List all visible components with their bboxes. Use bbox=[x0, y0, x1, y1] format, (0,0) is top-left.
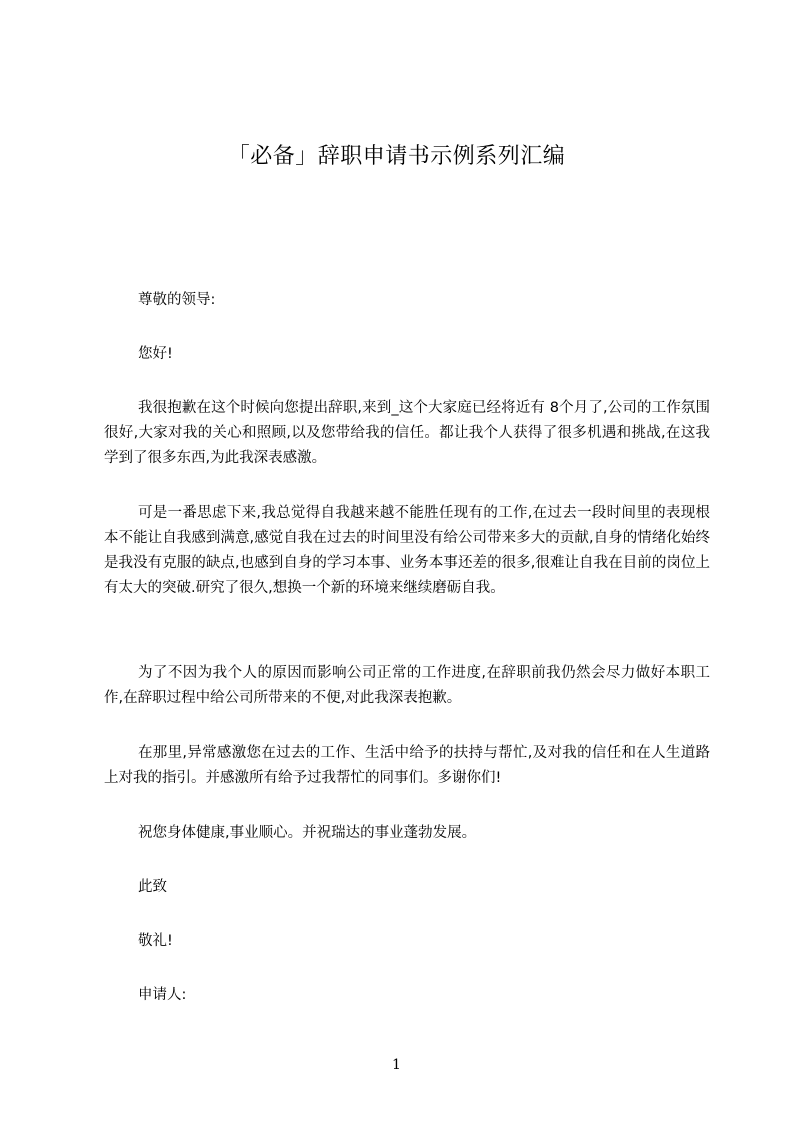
body-paragraph-3: 为了不因为我个人的原因而影响公司正常的工作进度,在辞职前我仍然会尽力做好本职工作,在辞职过程中给公司所带来的不便,对此我深表抱歉。 bbox=[104, 665, 710, 706]
salutation: 尊敬的领导: bbox=[138, 292, 216, 308]
body-paragraph-1: 我很抱歉在这个时候向您提出辞职,来到_这个大家庭已经将近有 8个月了,公司的工作氛围很好,大家对我的关心和照顾,以及您带给我的信任。都让我个人获得了很多机遇和挑战,在这我学到了很多东西,为此我深表感激。 bbox=[104, 400, 710, 466]
closing-line-1: 此致 bbox=[138, 879, 167, 895]
applicant-label: 申请人: bbox=[138, 987, 187, 1003]
document-title: 「必备」辞职申请书示例系列汇编 bbox=[227, 144, 566, 169]
page-number: 1 bbox=[392, 1057, 401, 1073]
body-paragraph-4: 在那里,异常感激您在过去的工作、生活中给予的扶持与帮忙,及对我的信任和在人生道路上对我的指引。并感激所有给予过我帮忙的同事们。多谢你们! bbox=[104, 745, 710, 786]
wish-line: 祝您身体健康,事业顺心。并祝瑞达的事业蓬勃发展。 bbox=[138, 825, 477, 841]
greeting: 您好! bbox=[138, 346, 173, 362]
closing-line-2: 敬礼! bbox=[138, 933, 173, 949]
body-paragraph-2: 可是一番思虑下来,我总觉得自我越来越不能胜任现有的工作,在过去一段时间里的表现根本不能让自我感到满意,感觉自我在过去的时间里没有给公司带来多大的贡献,自身的情绪化始终是我没有克服的缺点,也感到自身的学习本事、业务本事还差的很多,很难让自我在目前的岗位上有太大的突破.研究了很久,想换一个新的环境来继续磨砺自我。 bbox=[104, 505, 710, 596]
